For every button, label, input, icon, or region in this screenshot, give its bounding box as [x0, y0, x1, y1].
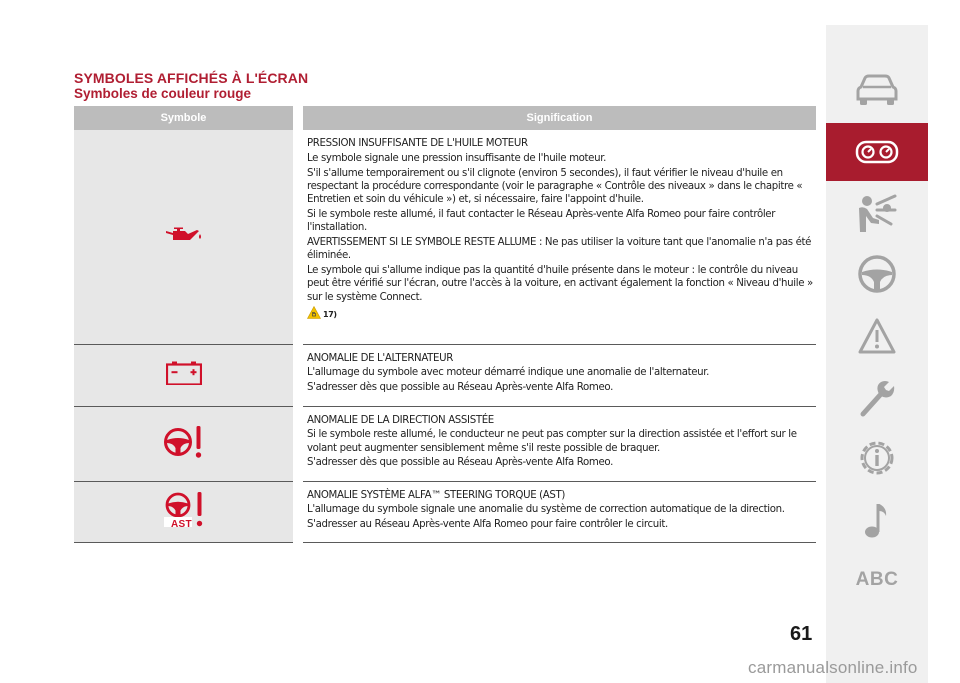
meaning-cell	[298, 344, 816, 406]
meaning-cell	[298, 406, 816, 481]
symbol-cell	[74, 130, 298, 344]
nav-item-vehicle[interactable]	[826, 61, 928, 119]
row-text: AVERTISSEMENT SI LE SYMBOLE RESTE ALLUME : Ne pas utiliser la voiture tant que l'anomalie n'a pas été éliminée.	[307, 237, 812, 262]
nav-item-index[interactable]	[826, 551, 928, 609]
meaning-cell	[298, 130, 816, 344]
caution-hand-icon	[307, 306, 321, 323]
airbag-icon	[855, 194, 899, 234]
row-title: PRESSION INSUFFISANTE DE L'HUILE MOTEUR	[307, 138, 528, 149]
oil-pressure-icon	[164, 226, 204, 248]
section-subtitle: Symboles de couleur rouge	[74, 86, 252, 101]
symbol-cell	[74, 481, 298, 542]
row-text: Le symbole signale une pression insuffisante de l'huile moteur.	[307, 152, 606, 164]
nav-item-maintenance[interactable]	[826, 369, 928, 427]
row-text: Le symbole qui s'allume indique pas la quantité d'huile présente dans le moteur : le contrôle du niveau peut être vérifié sur l'écran, outre l'accès à la voiture, en activant également la fonction « Niveau d'huile » sur le système Connect.	[307, 265, 813, 303]
row-text: L'allumage du symbole signale une anomalie du système de correction automatique de la direction.	[307, 504, 785, 516]
row-text: S'il s'allume temporairement ou s'il clignote (environ 5 secondes), il faut vérifier le niveau d'huile en respectant la procédure correspondante (voir le paragraphe « Contrôle des niveaux » dans le chapitre « Entretien et soin du véhicule ») et, si nécessaire, faire l'appoint d'huile.	[307, 167, 803, 206]
symbols-table	[74, 106, 816, 543]
table-header-row	[74, 106, 816, 130]
page-number: 61	[790, 623, 813, 645]
nav-item-multimedia[interactable]	[826, 491, 928, 549]
nav-item-safety[interactable]	[826, 185, 928, 243]
table-row	[74, 130, 816, 344]
page-content	[74, 70, 816, 543]
symbol-cell	[74, 406, 298, 481]
gear-info-icon	[856, 437, 898, 479]
row-text: S'adresser dès que possible au Réseau Après-vente Alfa Romeo.	[307, 382, 614, 394]
row-title: ANOMALIE SYSTÈME ALFA™ STEERING TORQUE (AST)	[307, 489, 566, 501]
watermark: carmanualsonline.info	[748, 658, 918, 677]
table-row	[74, 344, 816, 406]
header-signification: Signification	[298, 106, 816, 130]
row-text: L'allumage du symbole avec moteur démarré indique une anomalie de l'alternateur.	[307, 367, 710, 379]
warning-number: 17)	[323, 310, 337, 320]
chapter-sidebar	[826, 25, 928, 683]
warning-triangle-icon	[857, 317, 897, 355]
meaning-cell	[298, 481, 816, 542]
nav-item-technical[interactable]	[826, 429, 928, 487]
symbol-cell	[74, 344, 298, 406]
nav-item-dashboard[interactable]	[826, 123, 928, 181]
music-note-icon	[862, 500, 892, 540]
battery-icon	[166, 361, 202, 389]
row-text: Si le symbole reste allumé, le conducteur ne peut pas compter sur la direction assistée et l'effort sur le volant peut augmenter sensiblement même s'il reste possible de braquer.	[307, 429, 797, 454]
row-text: S'adresser au Réseau Après-vente Alfa Romeo pour faire contrôler le circuit.	[307, 519, 668, 531]
table-row	[74, 481, 816, 542]
wrench-icon	[857, 378, 897, 418]
car-icon	[855, 73, 899, 107]
section-title: SYMBOLES AFFICHÉS À L'ÉCRAN	[74, 70, 309, 86]
dashboard-icon	[855, 140, 899, 164]
nav-item-driving[interactable]	[826, 245, 928, 303]
row-title: ANOMALIE DE L'ALTERNATEUR	[307, 352, 453, 364]
steering-wheel-icon	[857, 254, 897, 294]
steering-wheel-warning-icon	[163, 424, 205, 464]
abc-text: ABC	[855, 569, 899, 590]
warning-reference	[307, 306, 337, 323]
nav-item-emergency[interactable]	[826, 307, 928, 365]
row-text: S'adresser dès que possible au Réseau Après-vente Alfa Romeo.	[307, 457, 614, 469]
row-text: Si le symbole reste allumé, il faut contacter le Réseau Après-vente Alfa Romeo pour faire contrôler l'installation.	[307, 208, 776, 234]
header-symbole: Symbole	[74, 106, 298, 130]
row-title: ANOMALIE DE LA DIRECTION ASSISTÉE	[307, 414, 494, 426]
table-row	[74, 406, 816, 481]
ast-label: AST	[171, 518, 192, 530]
